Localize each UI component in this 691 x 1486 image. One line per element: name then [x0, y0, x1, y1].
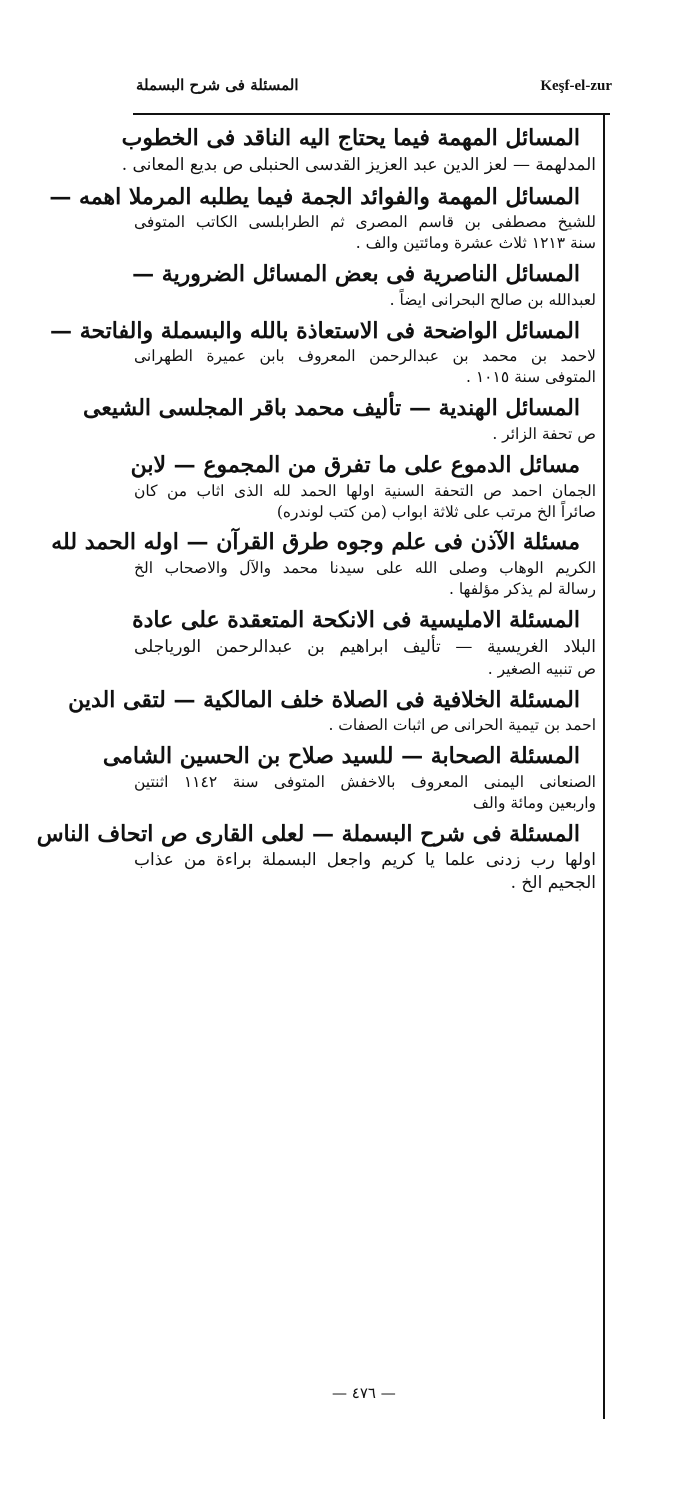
header-rule [133, 113, 610, 115]
entry-line: الجحيم الخ . [510, 873, 596, 894]
entry [68, 686, 596, 737]
entry-line: سنة ١٢١٣ ثلاث عشرة ومائتين والف . [355, 234, 596, 253]
entry-line: الكريم الوهاب وصلى الله على سيدنا محمد والآل والاصحاب الخ [134, 559, 596, 578]
entry-line: البلاد الغريسية — تأليف ابراهيم بن عبدالرحمن الورياجلى [134, 636, 596, 657]
entry-line: المسئلة الصحابة — للسيد صلاح بن الحسين الشامى [102, 743, 580, 770]
entry [36, 820, 596, 896]
page-number: — ٤٧٦ — [332, 1384, 396, 1402]
entry-line: لاحمد بن محمد بن عبدالرحمن المعروف بابن عميرة الطهرانى [134, 347, 596, 366]
book-name: Keşf-el-zur [540, 78, 612, 94]
entry [130, 451, 596, 523]
entry-line: لعبدالله بن صالح البحرانى ايضاً . [389, 290, 596, 309]
entry-line: مسئلة الآذن فى علم وجوه طرق القرآن — اوله الحمد لله [51, 529, 580, 556]
entry-line: المسئلة الاملیسیة فى الانكحة المتعقدة على عادة [132, 606, 580, 633]
entry-line: المسائل الناصرية فى بعض المسائل الضرورية — [132, 261, 580, 288]
entry [134, 260, 596, 311]
entry-line: المسائل المهمة والفوائد الجمة فيما يطلبه المرملا اهمه — [49, 183, 580, 210]
entry-line: الصنعانى اليمنى المعروف بالاخفش المتوفى سنة ١١٤٢ اثنتين [134, 772, 596, 791]
entry [50, 317, 596, 389]
entry [134, 606, 596, 680]
entry-line: الجمان احمد ص التحفة السنية اولها الحمد لله الذى اثاب من كان [134, 481, 596, 500]
entry-line: للشيخ مصطفى بن قاسم المصرى ثم الطرابلسى الكاتب المتوفى [134, 213, 596, 232]
entry-line: المسائل الواضحة فى الاستعاذة بالله والبسملة والفاتحة — [50, 317, 580, 344]
entry [49, 183, 596, 255]
running-title: المسئلة فى شرح البسملة [136, 76, 299, 94]
entry-line: المسئلة فى شرح البسملة — لعلى القارى ص اتحاف الناس [36, 820, 580, 847]
entry-line: رسالة لم يذكر مؤلفها . [448, 580, 596, 599]
entry [102, 742, 596, 814]
entry-line: المسائل المهمة فيما يحتاج اليه الناقد فى الخطوب [121, 125, 580, 151]
entry [51, 528, 596, 600]
entries-column [36, 124, 596, 901]
entry-line: اولها رب زدنى علما يا كريم واجعل البسملة براءة من عذاب [134, 850, 596, 871]
entry [121, 124, 596, 177]
entry-line: ص تحفة الزائر . [492, 424, 596, 443]
entry-line: ص تنبيه الصغير . [487, 659, 596, 678]
entry-line: المدلهمة — لعز الدين عبد العزيز القدسى الحنبلى ص بديع المعانى . [121, 154, 596, 175]
entry-line: صائراً الخ مرتب على ثلاثة ابواب (من كتب لوندره) [276, 502, 596, 521]
column-rule [603, 114, 605, 1419]
entry [82, 394, 596, 445]
entry-line: مسائل الدموع على ما تفرق من المجموع — لابن [130, 451, 580, 478]
entry-line: المسئلة الخلافية فى الصلاة خلف المالكية — لتقى الدين [68, 686, 580, 713]
entry-line: المسائل الهندية — تأليف محمد باقر المجلسى الشيعى [82, 395, 580, 422]
entry-line: المتوفى سنة ١٠١٥ . [465, 368, 596, 387]
entry-line: واربعين ومائة والف [472, 793, 596, 812]
entry-line: احمد بن تيمية الحرانى ص اثبات الصفات . [328, 716, 596, 735]
